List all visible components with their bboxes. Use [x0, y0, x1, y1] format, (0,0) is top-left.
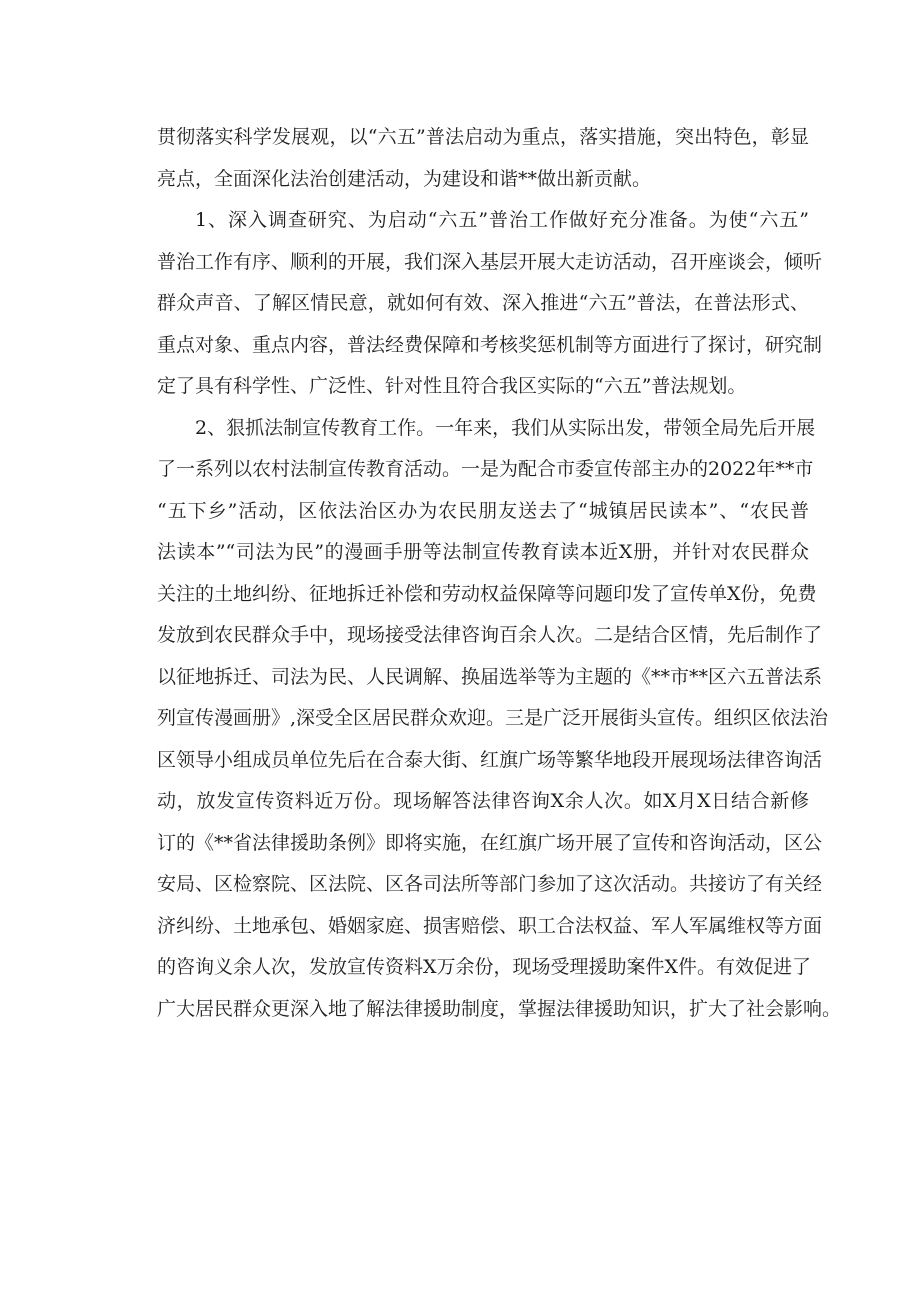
paragraph-section-1	[157, 200, 823, 408]
text-line: 安局、区检察院、区法院、区各司法所等部门参加了这次活动。共接访了有关经	[157, 873, 823, 895]
text-line: 1、深入调查研究、为启动“六五”普治工作做好充分准备。为使“六五”	[195, 209, 809, 231]
text-line: 2、狠抓法制宣传教育工作。一年来，我们从实际出发，带领全局先后开展	[195, 416, 816, 439]
text-line: 群众声音、了解区情民意，就如何有效、深入推进“六五”普法，在普法形式、	[157, 292, 809, 314]
text-line: 列宣传漫画册》,深受全区居民群众欢迎。三是广泛开展街头宣传。组织区依法治	[157, 707, 829, 729]
text-line: 订的《**省法律援助条例》即将实施，在红旗广场开展了宣传和咨询活动，区公	[157, 831, 823, 854]
text-line: “五下乡”活动，区依法治区办为农民朋友送去了“城镇居民读本”、“农民普	[157, 499, 809, 522]
text-line: 了一系列以农村法制宣传教育活动。一是为配合市委宣传部主办的2022年**市	[157, 458, 814, 480]
text-line: 重点对象、重点内容，普法经费保障和考核奖惩机制等方面进行了探讨，研究制	[157, 333, 823, 356]
paragraph-intro	[157, 117, 809, 200]
text-line: 贯彻落实科学发展观，以“六五”普法启动为重点，落实措施，突出特色，彰显	[157, 126, 809, 148]
text-line: 定了具有科学性、广泛性、针对性且符合我区实际的“六五”普法规划。	[157, 375, 747, 397]
text-line: 动，放发宣传资料近万份。现场解答法律咨询X余人次。如X月X日结合新修	[157, 790, 809, 812]
text-line: 区领导小组成员单位先后在合泰大街、红旗广场等繁华地段开展现场法律咨询活	[157, 748, 823, 771]
text-line: 济纠纷、土地承包、婚姻家庭、损害赔偿、职工合法权益、军人军属维权等方面	[157, 914, 823, 937]
text-line: 的咨询义余人次，发放宣传资料X万余份，现场受理援助案件X件。有效促进了	[157, 956, 812, 978]
text-line: 发放到农民群众手中，现场接受法律咨询百余人次。二是结合区情，先后制作了	[157, 624, 823, 646]
text-line: 广大居民群众更深入地了解法律援助制度，掌握法律援助知识，扩大了社会影响。	[157, 997, 842, 1020]
document-body	[157, 117, 842, 1030]
text-line: 亮点，全面深化法治创建活动，为建设和谐**做出新贡献。	[157, 167, 652, 190]
text-line: 以征地拆迁、司法为民、人民调解、换届选举等为主题的《**市**区六五普法系	[157, 665, 823, 688]
text-line: 普治工作有序、顺利的开展，我们深入基层开展大走访活动，召开座谈会，倾听	[157, 250, 823, 273]
text-line: 法读本”“司法为民”的漫画手册等法制宣传教育读本近X册，并针对农民群众	[157, 541, 809, 563]
text-line: 关注的土地纠纷、征地拆迁补偿和劳动权益保障等问题印发了宣传单X份，免费	[157, 582, 817, 605]
paragraph-section-2	[157, 408, 842, 1031]
